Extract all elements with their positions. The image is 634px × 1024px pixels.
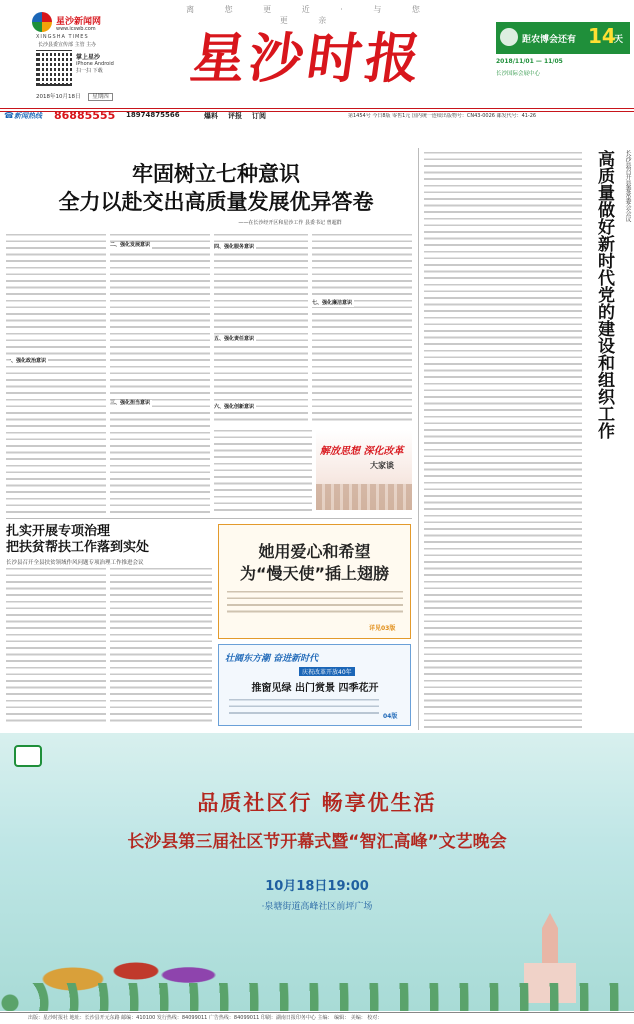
section-heading-7: 七、强化廉洁意识 — [312, 300, 353, 306]
banner-time: 10月18日19:00 — [265, 879, 369, 894]
reform-sub: 庆祝改革开放40年 — [299, 667, 355, 676]
app-label: 掌上星沙 — [76, 54, 101, 61]
expo-venue: 长沙国际会展中心 — [496, 71, 541, 77]
scan-hint: 扫一扫 下载 — [76, 67, 103, 74]
angel-story-teaser[interactable] — [218, 524, 411, 639]
right-story-title[interactable]: 高质量做好新时代党的建设和组织工作 — [594, 150, 614, 439]
angel-title-1: 她用爱心和希望 — [258, 542, 371, 561]
banner-title: 长沙县第三届社区节开幕式暨“智汇高峰”文艺晚会 — [127, 832, 507, 852]
divider — [6, 518, 412, 519]
lead-column-4 — [312, 232, 412, 424]
story2-subtitle: 长沙县召开全县扶贫领域作风问题专项治理工作推进会议 — [6, 560, 144, 566]
right-story-kicker: 长沙县召开县委常委会会议 — [624, 150, 631, 222]
angel-title-2: 为“慢天使”插上翅膀 — [239, 564, 390, 583]
reform-page-ref[interactable]: 04版 — [383, 713, 398, 720]
story2-title[interactable] — [6, 524, 212, 556]
hotline-number: 86885555 — [54, 109, 116, 122]
story2-title-line-2: 把扶贫帮扶工作落到实处 — [6, 540, 150, 555]
lead-headline[interactable] — [6, 160, 426, 216]
hotline-label: 新闻热线 — [14, 112, 42, 120]
reform-brand: 壮阔东方潮 奋进新时代 — [225, 654, 319, 664]
website-url: www.icswb.com — [56, 26, 96, 32]
phone-icon: ☎ — [4, 111, 14, 120]
hotline-bar — [0, 108, 634, 122]
sponsor: 长沙县委宣传部 主管 主办 — [38, 42, 97, 48]
expo-dates: 2018/11/01 — 11/05 — [496, 58, 563, 65]
expo-logo-icon — [500, 28, 518, 46]
ad-sub: 大家谈 — [370, 461, 394, 470]
issue-date: 2018年10月18日 — [36, 94, 81, 100]
brand-logo — [6, 8, 116, 42]
lead-column-5 — [214, 428, 312, 514]
countdown-unit: 天 — [614, 35, 624, 45]
masthead — [0, 0, 634, 112]
issue-info: 第1454号 今日8版 零售1元 国内统一连续出版物号：CN43-0026 邮发代号：41-26 — [348, 113, 537, 119]
county-logo-icon — [14, 745, 42, 767]
story2-column-1 — [6, 566, 106, 726]
nav-dingyue[interactable]: 订阅 — [252, 112, 266, 120]
section-heading-3: 三、强化担当意识 — [110, 400, 151, 406]
trees-illustration — [0, 983, 634, 1011]
countdown-label: 距农博会还有 — [522, 35, 577, 45]
website-logo-text: 星沙新闻网 — [56, 17, 102, 27]
expo-countdown — [496, 22, 630, 54]
lead-column-1 — [6, 232, 106, 514]
section-heading-5: 五、强化责任意识 — [214, 336, 255, 342]
section-heading-6: 六、强化创新意识 — [214, 404, 255, 410]
ad-slogan: 解放思想 深化改革 — [320, 446, 404, 457]
angel-page-ref[interactable]: 详见03版 — [369, 625, 396, 632]
hotline-mobile: 18974875566 — [126, 111, 180, 119]
issue-date-row — [36, 92, 113, 100]
app-info — [76, 52, 114, 74]
xingsha-logo-icon — [32, 12, 52, 32]
lead-column-3 — [214, 232, 308, 424]
banner-tagline: 品质社区行 畅享优生活 — [197, 791, 437, 815]
reform-title: 推窗见绿 出门赏景 四季花开 — [251, 683, 379, 694]
app-platforms: iPhone Android — [76, 61, 114, 67]
newspaper-title: 星沙时报 — [187, 26, 429, 90]
right-story-body-1 — [424, 150, 582, 730]
crowd-illustration — [316, 484, 412, 510]
reform-slogan-ad[interactable] — [316, 430, 412, 510]
slogan: 离 您 更 近 · 与 您 更 亲 — [186, 5, 434, 25]
divider — [418, 148, 419, 730]
nav-baoliao[interactable]: 爆料 — [204, 112, 218, 120]
story2-title-line-1: 扎实开展专项治理 — [6, 524, 111, 539]
section-heading-1: 一、强化政治意识 — [6, 358, 47, 364]
footer-imprint: 出版：星沙时报社 地址：长沙县开元东路 邮编：410100 发行热线：84099011 广告热线：84099011 印刷：湖南日报印务中心 主编： 编辑： 美编： 校对： — [0, 1012, 634, 1024]
headline-line-1: 牢固树立七种意识 — [132, 162, 300, 186]
banner-venue: ·泉塘街道高峰社区前坪广场 — [261, 902, 373, 912]
nav-pingbao[interactable]: 评报 — [228, 112, 242, 120]
community-festival-ad[interactable] — [0, 733, 634, 1011]
section-heading-4: 四、强化服务意识 — [214, 244, 255, 250]
english-name: XINGSHA TIMES — [36, 34, 89, 40]
lead-byline: ——在长沙经开区和星沙工作 县委书记 曾超群 — [238, 220, 342, 226]
countdown-value: 14 — [588, 24, 616, 48]
headline-line-2: 全力以赴交出高质量发展优异答卷 — [58, 190, 374, 214]
angel-summary — [227, 589, 403, 617]
section-heading-2: 二、强化发展意识 — [110, 242, 151, 248]
expo-info — [496, 58, 630, 77]
reform-summary — [229, 697, 379, 717]
lead-column-2 — [110, 232, 210, 514]
weekday: 星期四 — [88, 93, 113, 101]
reform-teaser[interactable] — [218, 644, 411, 726]
story2-column-2 — [110, 566, 212, 726]
